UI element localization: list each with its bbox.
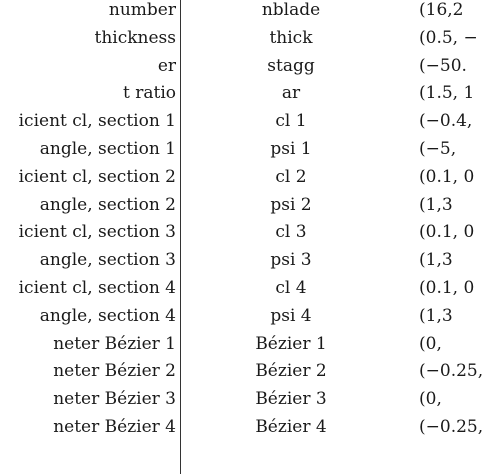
table-row	[0, 358, 483, 386]
parameter-range: (0,	[419, 389, 442, 410]
parameter-description: t ratio	[122, 83, 176, 104]
parameter-description: neter Bézier 2	[53, 361, 176, 382]
parameter-symbol: Bézier 1	[255, 333, 327, 354]
parameter-range: (0,	[419, 333, 442, 354]
parameter-symbol: nblade	[261, 0, 321, 20]
table-row	[0, 219, 474, 247]
parameter-symbol: cl 4	[275, 277, 307, 298]
parameter-description: angle, section 1	[39, 138, 176, 159]
parameter-range: (−50.	[419, 55, 467, 76]
parameter-range: (1,3	[419, 250, 453, 271]
parameter-description: icient cl, section 1	[18, 111, 176, 132]
parameter-description: icient cl, section 3	[18, 222, 176, 243]
parameter-symbol: psi 4	[270, 305, 312, 326]
parameter-range: (0.1, 0	[419, 222, 475, 243]
parameter-symbol: psi 2	[270, 194, 312, 215]
parameter-description: icient cl, section 4	[18, 277, 176, 298]
parameter-symbol: cl 3	[275, 222, 307, 243]
table-row	[0, 164, 474, 192]
table-row	[0, 0, 474, 25]
parameter-description: neter Bézier 3	[53, 389, 176, 410]
parameter-range: (1,3	[419, 194, 453, 215]
parameter-description: thickness	[94, 27, 176, 48]
parameter-range: (−5,	[419, 138, 457, 159]
table-row	[0, 53, 474, 81]
table-row	[0, 25, 478, 53]
parameter-symbol: thick	[269, 27, 313, 48]
parameter-description: er	[157, 55, 176, 76]
parameter-symbol: Bézier 2	[255, 361, 327, 382]
table-row	[0, 192, 474, 220]
parameter-range: (1,3	[419, 305, 453, 326]
table-row	[0, 275, 474, 303]
parameter-description: angle, section 4	[39, 305, 176, 326]
table-row	[0, 386, 474, 414]
table-row	[0, 331, 474, 359]
parameter-range: (1.5, 1	[419, 83, 475, 104]
table-row	[0, 136, 474, 164]
parameter-range: (0.1, 0	[419, 277, 475, 298]
parameter-symbol: ar	[281, 83, 301, 104]
parameter-description: angle, section 3	[39, 250, 176, 271]
parameter-description: neter Bézier 1	[53, 333, 176, 354]
parameter-description: angle, section 2	[39, 194, 176, 215]
table-row	[0, 80, 474, 108]
table-row	[0, 303, 474, 331]
parameter-symbol: cl 1	[275, 111, 307, 132]
parameter-symbol: psi 1	[270, 138, 312, 159]
parameter-range: (0.1, 0	[419, 166, 475, 187]
parameter-range: (−0.4,	[419, 111, 473, 132]
parameter-symbol: stagg	[267, 55, 315, 76]
parameter-range: (−0.25,	[419, 361, 483, 382]
table-row	[0, 414, 483, 442]
parameter-range: (16,2	[419, 0, 464, 20]
parameter-description: icient cl, section 2	[18, 166, 176, 187]
parameter-symbol: psi 3	[270, 250, 312, 271]
parameter-symbol: Bézier 3	[255, 389, 327, 410]
parameter-range: (−0.25,	[419, 416, 483, 437]
table-row	[0, 247, 474, 275]
parameter-symbol: cl 2	[275, 166, 307, 187]
parameter-description: neter Bézier 4	[53, 416, 176, 437]
parameter-description: number	[108, 0, 176, 20]
table-row	[0, 108, 474, 136]
parameter-range: (0.5, −	[419, 27, 478, 48]
parameter-symbol: Bézier 4	[255, 416, 327, 437]
